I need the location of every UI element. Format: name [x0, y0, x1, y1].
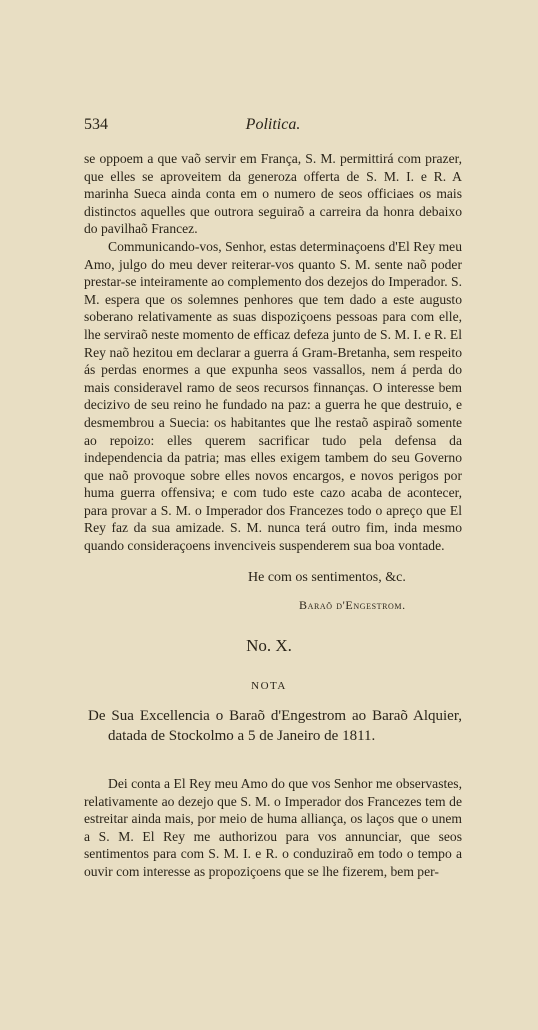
- letter-body: [84, 150, 462, 555]
- document-heading-text: De Sua Excellencia o Baraõ d'Engestrom ao Baraõ Alquier, datada de Stockolmo a 5 de Janeiro de 1811.: [88, 708, 462, 744]
- document-number: No. X.: [246, 636, 292, 655]
- letter-signature: Baraõ d'Engestrom.: [299, 598, 406, 612]
- letter-paragraph: Communicando-vos, Senhor, estas determinaçoens d'El Rey meu Amo, julgo do meu dever reiterar-vos quanto S. M. sente naõ poder prestar-se inteiramente ao complemento dos dezejos do Imperador. S. M. espera que os solemnes penhores que tem dado a este augusto soberano relativamente as suas dispoziçoens pessoas para com elle, lhe serviraõ neste momento de efficaz defeza junto de S. M. I. e R. El Rey naõ hezitou em declarar a guerra á Gram-Bretanha, sem respeito ás perdas enormes a que expunha seos vassallos, nem á perda do mais consideravel ramo de seos recursos finnanças. O interesse bem decizivo de seu reino he fundado na paz: a guerra he que destruio, e desmembrou a Suecia: os habitantes que lhe restaõ aspiraõ somente ao repoizo: elles querem sacrificar tudo pela defensa da independencia da patria; mas elles exigem tambem do seu Governo que naõ provoque sobre elles novos encargos, e novos perigos por huma guerra offensiva; e com tudo este cazo acaba de acontecer, para provar a S. M. o Imperador dos Francezes todo o apreço que El Rey faz da sua amizade. S. M. nunca terá outro fim, inda mesmo quando consideraçoens invenciveis suspenderem sua boa vontade.: [84, 238, 462, 554]
- letter-paragraph: se oppoem a que vaõ servir em França, S. M. permittirá com prazer, que elles se aproveitem da generoza offerta de S. M. I. e R. A marinha Sueca ainda conta em o numero de seos officiaes os mais distinctos aquelles que outrora seguiraõ a carreira da honra debaixo do pavilhaõ Francez.: [84, 151, 462, 237]
- letter-closing: He com os sentimentos, &c.: [248, 570, 406, 585]
- page-header: [84, 116, 462, 138]
- document-body: [84, 775, 462, 881]
- page-number: 534: [84, 116, 108, 133]
- document-heading: [88, 706, 462, 746]
- document-label: NOTA: [251, 680, 287, 692]
- document-paragraph: Dei conta a El Rey meu Amo do que vos Senhor me observastes, relativamente ao dezejo que S. M. o Imperador dos Francezes tem de estreitar ainda mais, por meio de huma alliança, os laços que o unem a S. M. El Rey me authorizou para vos annunciar, que seos sentimentos para com S. M. I. e R. o conduziraõ em todo o tempo a ouvir com interesse as propoziçoens que se lhe fizerem, bem per-: [84, 776, 462, 879]
- running-head: Politica.: [245, 116, 301, 133]
